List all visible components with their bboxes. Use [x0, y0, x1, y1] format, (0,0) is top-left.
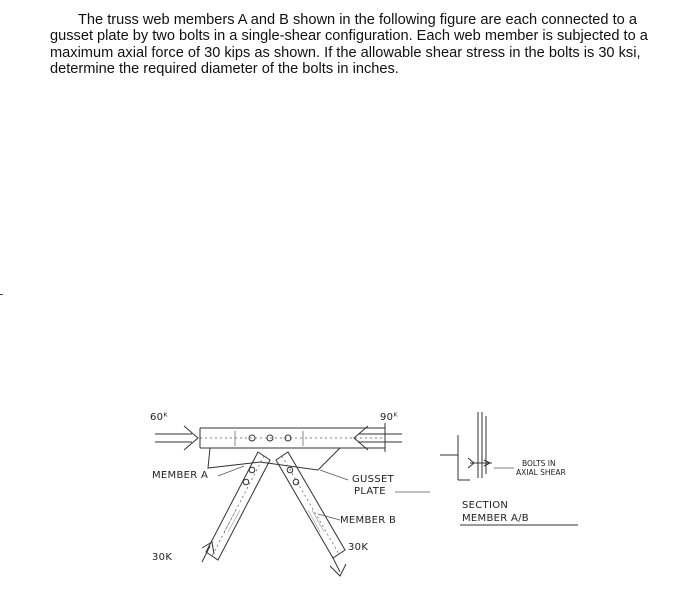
leader-member-a — [218, 466, 244, 476]
label-60k: 60ᴷ — [150, 412, 168, 423]
arrow-30k-b — [330, 556, 346, 576]
label-90k: 90ᴷ — [380, 412, 398, 423]
label-member-b: MEMBER B — [340, 515, 397, 526]
label-bolts-line2: AXIAL SHEAR — [516, 468, 566, 477]
truss-sketch — [140, 390, 610, 585]
label-member-a: MEMBER A — [152, 470, 209, 481]
label-bolts-line1: BOLTS IN — [522, 459, 556, 468]
label-gusset-line1: GUSSET — [352, 474, 394, 485]
section-view — [440, 412, 492, 480]
truss-connection-figure — [140, 390, 610, 585]
edge-mark — [0, 294, 3, 295]
label-section-line2: MEMBER A/B — [462, 513, 529, 524]
label-30k-b: 30K — [348, 542, 369, 553]
arrow-60k — [155, 426, 198, 450]
leader-member-b — [318, 514, 340, 520]
leader-gusset-top — [320, 470, 348, 480]
top-chord — [200, 423, 385, 452]
chord-bolts — [235, 431, 303, 446]
label-gusset-line2: PLATE — [354, 486, 386, 497]
gusset-plate — [208, 448, 340, 470]
label-section-line1: SECTION — [462, 500, 509, 511]
member-b — [276, 452, 345, 558]
label-30k-a: 30K — [152, 552, 173, 563]
problem-statement: The truss web members A and B shown in the following figure are each connected to a gusset plate by two bolts in a single-shear configuration. Each web member is subjected to a maximum axial force of 30 kips as shown. If the allowable shear stress in the bolts is 30 ksi, determine the required diameter of the bolts in inches. — [50, 12, 648, 78]
arrow-30k-a — [202, 542, 214, 562]
